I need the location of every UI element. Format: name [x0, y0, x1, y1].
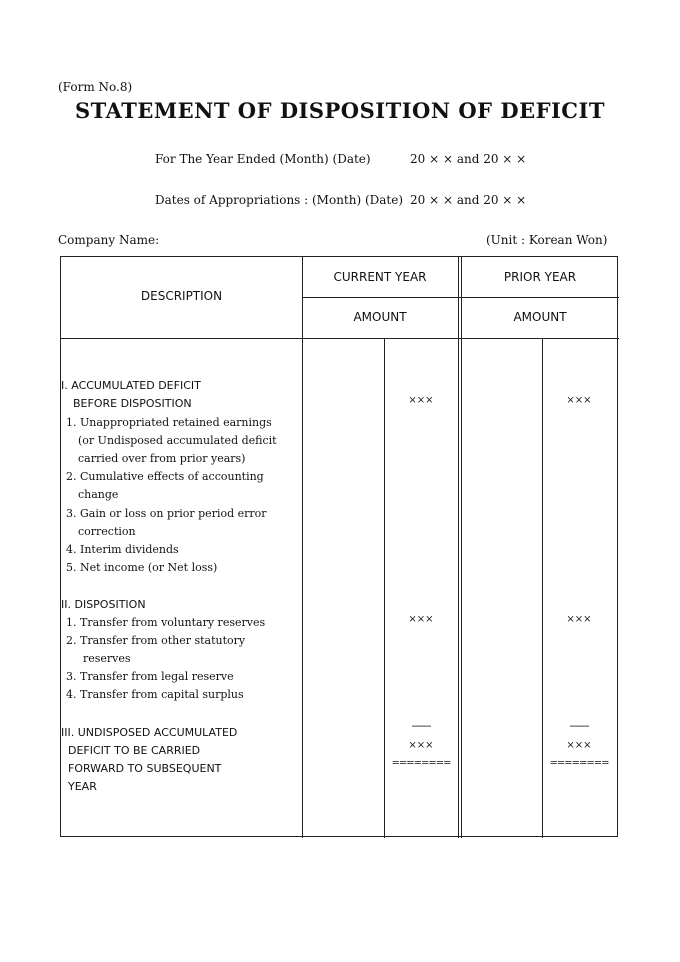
unit-label: (Unit : Korean Won): [486, 233, 608, 247]
section-1-item: (or Undisposed accumulated deficit: [78, 434, 277, 447]
description-header: DESCRIPTION: [140, 289, 223, 303]
description-column-border: [302, 257, 303, 838]
company-name-label: Company Name:: [58, 233, 160, 247]
section-1-title: I. ACCUMULATED DEFICIT: [61, 379, 201, 392]
section-3-title-cont: YEAR: [68, 780, 97, 793]
section-1-item: 4. Interim dividends: [66, 543, 179, 556]
document-title: STATEMENT OF DISPOSITION OF DEFICIT: [75, 98, 605, 123]
period-label: For The Year Ended (Month) (Date): [155, 152, 371, 166]
section-3-current-amount: ×××: [408, 740, 434, 751]
section-1-item: change: [78, 488, 119, 501]
current-amount-header: AMOUNT: [353, 310, 407, 324]
current-year-header: CURRENT YEAR: [333, 270, 427, 284]
statement-table: [60, 256, 618, 837]
section-1-item: 5. Net income (or Net loss): [66, 561, 218, 574]
header-divider-bottom: [61, 338, 619, 339]
section-3-prior-amount: ×××: [566, 740, 592, 751]
form-number: (Form No.8): [58, 80, 133, 94]
prior-year-header: PRIOR YEAR: [503, 270, 577, 284]
period-value: 20 × × and 20 × ×: [410, 152, 527, 166]
section-2-title: II. DISPOSITION: [61, 598, 146, 611]
section-1-item: 2. Cumulative effects of accounting: [66, 470, 264, 483]
section-2-item: 4. Transfer from capital surplus: [66, 688, 244, 701]
appropriation-value: 20 × × and 20 × ×: [410, 193, 527, 207]
section-3-title-cont: FORWARD TO SUBSEQUENT: [68, 762, 222, 775]
section-1-current-amount: ×××: [408, 395, 434, 406]
section-1-item: carried over from prior years): [78, 452, 246, 465]
year-separator-right: [461, 257, 462, 838]
current-single-underline: --------: [411, 721, 431, 732]
section-3-title-cont: DEFICIT TO BE CARRIED: [68, 744, 201, 757]
section-2-item: 1. Transfer from voluntary reserves: [66, 616, 266, 629]
section-2-prior-amount: ×××: [566, 614, 592, 625]
section-1-item: 1. Unappropriated retained earnings: [66, 416, 272, 429]
prior-single-underline: --------: [569, 721, 589, 732]
section-3-title: III. UNDISPOSED ACCUMULATED: [61, 726, 238, 739]
prior-amount-header: AMOUNT: [513, 310, 567, 324]
section-2-item: 3. Transfer from legal reserve: [66, 670, 234, 683]
section-1-item: 3. Gain or loss on prior period error: [66, 507, 267, 520]
section-2-item: 2. Transfer from other statutory: [66, 634, 246, 647]
section-1-prior-amount: ×××: [566, 395, 592, 406]
section-1-item: correction: [78, 525, 136, 538]
appropriation-label: Dates of Appropriations : (Month) (Date): [155, 193, 404, 207]
section-1-title-cont: BEFORE DISPOSITION: [73, 397, 192, 410]
prior-double-underline: ========: [549, 758, 609, 769]
section-2-current-amount: ×××: [408, 614, 434, 625]
year-separator-left: [458, 257, 459, 838]
section-2-item: reserves: [83, 652, 131, 665]
current-double-underline: ========: [391, 758, 451, 769]
